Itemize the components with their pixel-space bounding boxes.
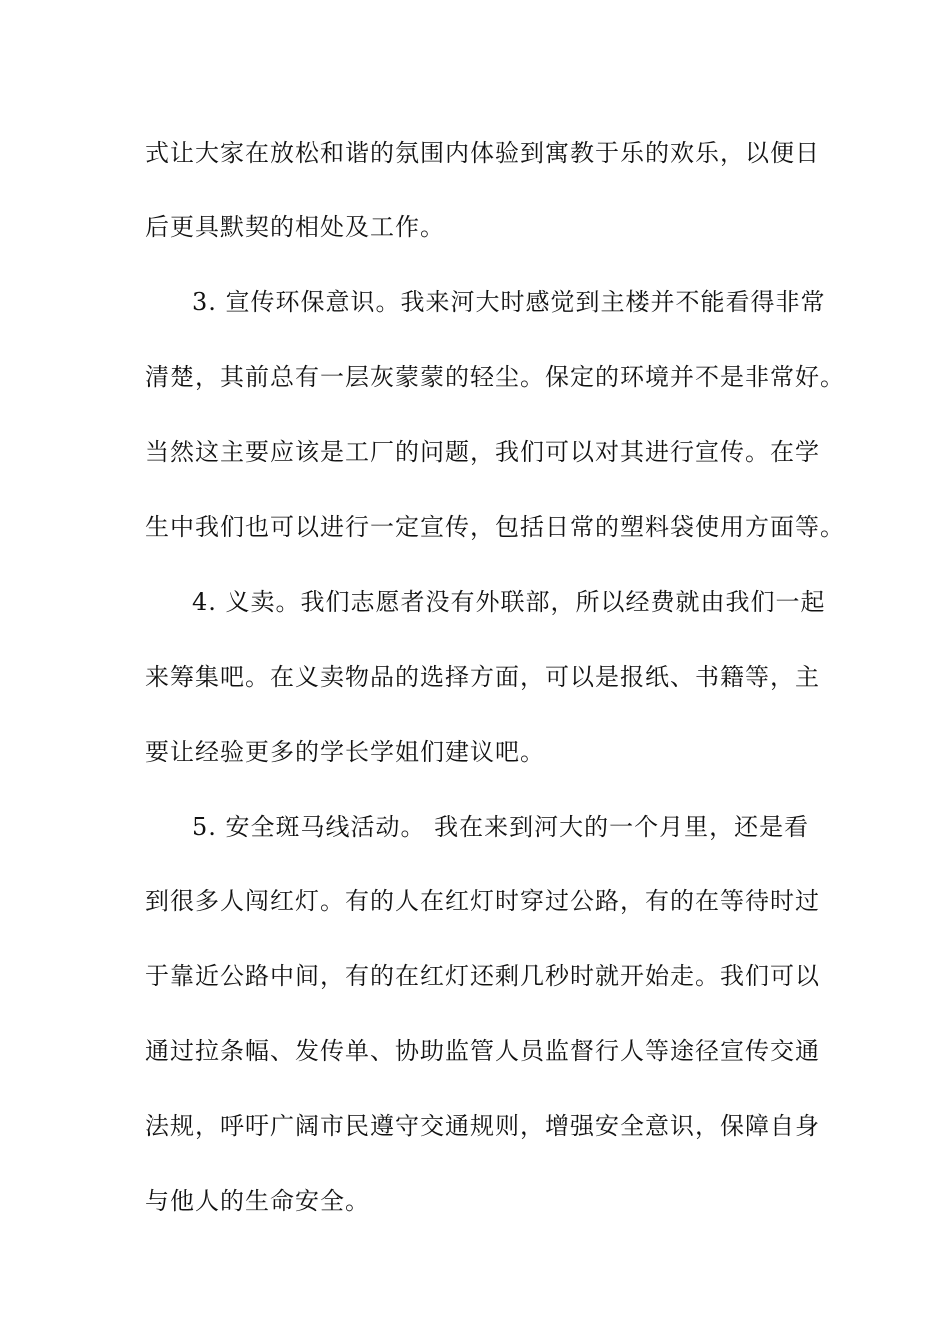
text-line-5: 当然这主要应该是工厂的问题，我们可以对其进行宣传。在学 bbox=[145, 438, 820, 466]
item-5-heading-line: 5. 安全斑马线活动。 我在来到河大的一个月里，还是看 bbox=[192, 813, 810, 841]
text-line-11: 到很多人闯红灯。有的人在红灯时穿过公路，有的在等待时过 bbox=[145, 887, 820, 915]
text-line-14: 法规，呼吁广阔市民遵守交通规则，增强安全意识，保障自身 bbox=[145, 1112, 820, 1140]
item-3-heading-line: 3. 宣传环保意识。我来河大时感觉到主楼并不能看得非常 bbox=[192, 288, 826, 316]
text-line-1: 式让大家在放松和谐的氛围内体验到寓教于乐的欢乐，以便日 bbox=[145, 139, 820, 167]
text-line-13: 通过拉条幅、发传单、协助监管人员监督行人等途径宣传交通 bbox=[145, 1037, 820, 1065]
text-line-2: 后更具默契的相处及工作。 bbox=[145, 213, 445, 241]
text-line-8: 来筹集吧。在义卖物品的选择方面，可以是报纸、书籍等，主 bbox=[145, 663, 820, 691]
text-line-6: 生中我们也可以进行一定宣传，包括日常的塑料袋使用方面等。 bbox=[145, 513, 845, 541]
text-line-12: 于靠近公路中间，有的在红灯还剩几秒时就开始走。我们可以 bbox=[145, 962, 820, 990]
text-line-4: 清楚，其前总有一层灰蒙蒙的轻尘。保定的环境并不是非常好。 bbox=[145, 363, 845, 391]
item-4-heading-line: 4. 义卖。我们志愿者没有外联部，所以经费就由我们一起 bbox=[192, 588, 826, 616]
text-line-15: 与他人的生命安全。 bbox=[145, 1187, 370, 1215]
text-line-9: 要让经验更多的学长学姐们建议吧。 bbox=[145, 738, 545, 766]
